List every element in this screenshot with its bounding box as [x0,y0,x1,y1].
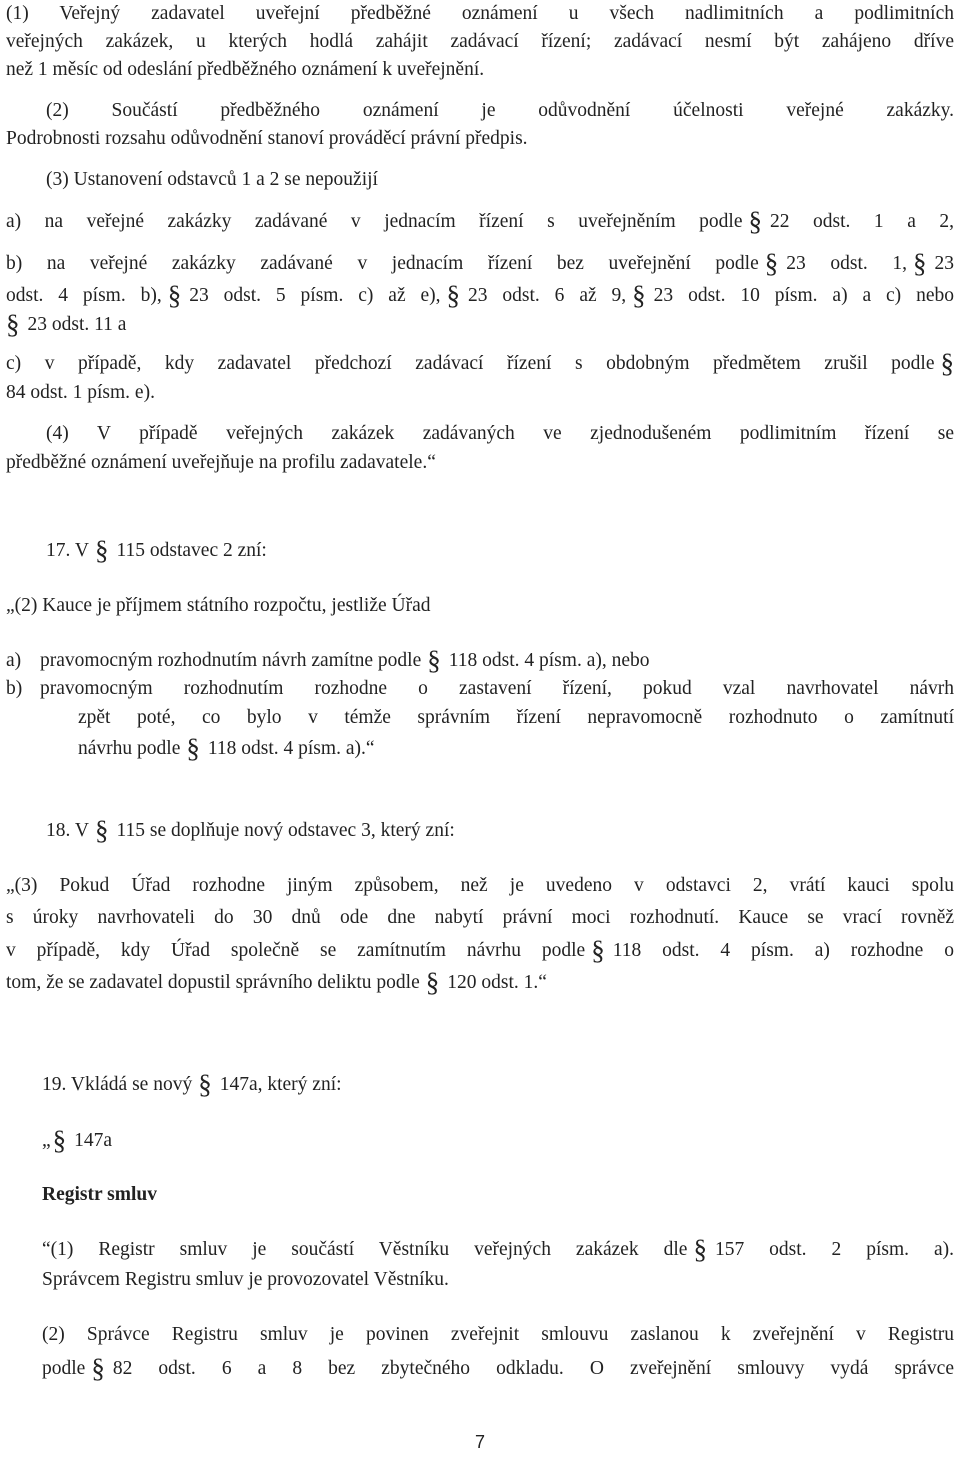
text-line: Podrobnosti rozsahu odůvodnění stanoví prováděcí právní předpis. [6,128,528,149]
section-sign: § [632,280,646,310]
text-line: „(2) Kauce je příjmem státního rozpočtu, jestliže Úřad [6,595,431,616]
section-sign: § [91,1353,105,1383]
text-line: Správcem Registru smluv je provozovatel Věstníku. [42,1269,449,1290]
amendment-heading: 17. V § 115 odstavec 2 zní: [46,535,267,565]
section-title: Registr smluv [42,1184,158,1205]
section-sign: § [198,1069,212,1099]
section-sign: § [425,967,440,997]
text-line: 84 odst. 1 písm. e). [6,382,155,403]
text-line: s úroky navrhovateli do 30 dnů ode dne nabytí právní moci rozhodnutí. Kauce se vrací rovněž [6,907,954,928]
text-line: (1) Veřejný zadavatel uveřejní předběžné oznámení u všech nadlimitních a podlimitních [6,3,954,24]
text-line: (3) Ustanovení odstavců 1 a 2 se nepoužijí [46,169,378,190]
section-sign: § [94,815,109,845]
section-sign: § [940,348,954,378]
text-line: “(1) Registr smluv je součástí Věstníku veřejných zakázek dle § 157 odst. 2 písm. a). [42,1234,954,1264]
section-sign: § [427,645,441,675]
text-line: b) pravomocným rozhodnutím rozhodne o zastavení řízení, pokud vzal navrhovatel návrh [6,678,954,699]
text-line: a) na veřejné zakázky zadávané v jednacím řízení s uveřejněním podle § 22 odst. 1 a 2, [6,206,954,236]
amendment-heading: 18. V § 115 se doplňuje nový odstavec 3, který zní: [46,815,455,845]
section-sign: § [912,248,927,278]
section-sign: § [186,733,200,763]
text-line: v případě, kdy Úřad společně se zamítnutím návrhu podle § 118 odst. 4 písm. a) rozhodne o [6,935,954,965]
text-line: odst. 4 písm. b), § 23 odst. 5 písm. c) až e), § 23 odst. 6 až 9, § 23 odst. 10 písm. a) a c) nebo [6,280,954,310]
text-line: § 23 odst. 11 a [6,309,127,339]
section-sign: § [591,935,605,965]
text-line: b) na veřejné zakázky zadávané v jednacím řízení bez uveřejnění podle § 23 odst. 1, § 23 [6,248,954,278]
text-line: (2) Správce Registru smluv je povinen zveřejnit smlouvu zaslanou k zveřejnění v Registru [42,1324,954,1345]
text-line: podle § 82 odst. 6 a 8 bez zbytečného odkladu. O zveřejnění smlouvy vydá správce [42,1353,954,1383]
page-number: 7 [474,1432,485,1452]
text-line: (2) Součástí předběžného oznámení je odůvodnění účelnosti veřejné zakázky. [46,100,954,121]
section-sign: § [446,280,461,310]
text-line: návrhu podle § 118 odst. 4 písm. a).“ [78,733,375,763]
section-heading: „§ 147a [42,1125,113,1155]
text-line: než 1 měsíc od odeslání předběžného oznámení k uveřejnění. [6,59,485,80]
section-sign: § [167,280,182,310]
section-sign: § [94,535,109,565]
text-line: zpět poté, co bylo v témže správním řízení nepravomocně rozhodnuto o zamítnutí [78,707,954,728]
section-sign: § [764,248,779,278]
text-line: tom, že se zadavatel dopustil správního deliktu podle § 120 odst. 1.“ [6,967,547,997]
section-sign: § [693,1234,707,1264]
text-line: c) v případě, kdy zadavatel předchozí zadávací řízení s obdobným předmětem zrušil podle § [6,348,954,378]
section-sign: § [748,206,762,236]
section-sign: § [52,1125,67,1155]
text-line: „(3) Pokud Úřad rozhodne jiným způsobem, než je uvedeno v odstavci 2, vrátí kauci spolu [6,875,954,896]
text-line: předběžné oznámení uveřejňuje na profilu zadavatele.“ [6,452,436,473]
section-sign: § [6,309,20,339]
text-line: a) pravomocným rozhodnutím návrh zamítne podle § 118 odst. 4 písm. a), nebo [6,645,650,675]
text-line: veřejných zakázek, u kterých hodlá zahájit zadávací řízení; zadávací nesmí být zahájeno dříve [6,31,954,52]
text-line: (4) V případě veřejných zakázek zadávaných ve zjednodušeném podlimitním řízení se [46,423,954,444]
amendment-heading: 19. Vkládá se nový § 147a, který zní: [42,1069,342,1099]
